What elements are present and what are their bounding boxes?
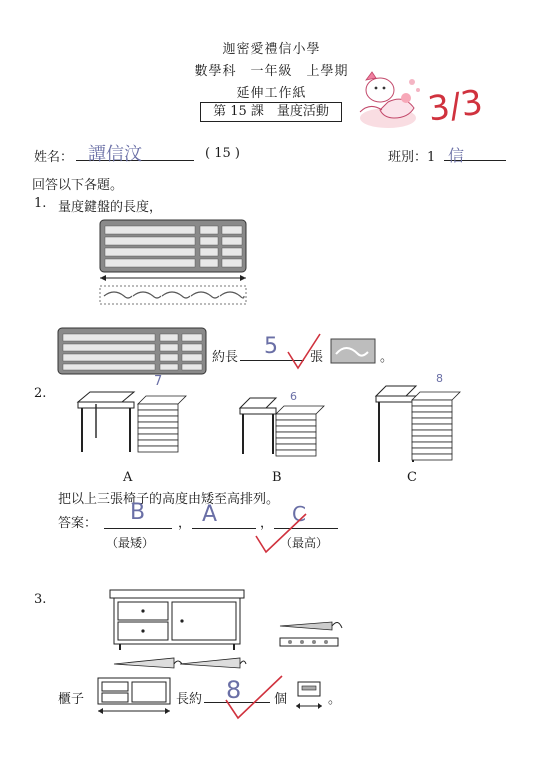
chair-c-figure bbox=[372, 382, 472, 470]
q1-end-mark: 。 bbox=[380, 350, 394, 365]
q3-answer-prefix: 櫃子 bbox=[58, 692, 85, 707]
tile-unit-icon bbox=[330, 338, 376, 364]
student-number: ( 15 ) bbox=[205, 146, 240, 161]
worksheet-type: 延伸工作紙 bbox=[236, 86, 307, 101]
q1-answer-prefix: 約長 bbox=[212, 350, 239, 365]
lowest-label: （最矮） bbox=[106, 536, 155, 550]
q1-answer-value: 5 bbox=[264, 334, 278, 359]
q3-answer-middle: 長約 bbox=[176, 692, 203, 707]
name-label: 姓名： bbox=[34, 150, 74, 165]
q1-prompt: 量度鍵盤的長度， bbox=[58, 200, 163, 215]
subject-line: 數學科 一年級 上學期 bbox=[194, 64, 349, 79]
label-c: C bbox=[407, 470, 417, 485]
q3-end-mark: 。 bbox=[328, 692, 342, 707]
q2-answer-2: A bbox=[202, 502, 218, 527]
stack-count-b: 6 bbox=[290, 390, 297, 403]
class-label: 班別：1 bbox=[388, 150, 436, 165]
stack-count-c: 8 bbox=[436, 372, 443, 385]
keyboard-icon bbox=[56, 326, 208, 378]
q2-comma-1: ， bbox=[178, 516, 192, 531]
cabinet-umbrella-figure bbox=[108, 588, 248, 672]
q2-answer-line-1 bbox=[104, 528, 172, 529]
q3-number: 3. bbox=[34, 592, 47, 607]
keyboard-measure-figure bbox=[96, 218, 251, 312]
q2-answer-line-2 bbox=[192, 528, 256, 529]
chair-b-figure bbox=[236, 392, 336, 470]
umbrella-unit-figure bbox=[276, 610, 346, 650]
q3-answer-suffix: 個 bbox=[274, 692, 288, 707]
q2-comma-2: ， bbox=[260, 516, 274, 531]
q2-prompt: 把以上三張椅子的高度由矮至高排列。 bbox=[58, 492, 280, 507]
q1-number: 1. bbox=[34, 196, 47, 211]
q2-number: 2. bbox=[34, 386, 47, 401]
q3-answer-value: 8 bbox=[226, 676, 242, 704]
q2-answer-1: B bbox=[130, 500, 146, 525]
highest-label: （最高） bbox=[280, 536, 329, 550]
label-b: B bbox=[272, 470, 282, 485]
lesson-title: 第 15 課 量度活動 bbox=[200, 102, 342, 122]
mascot-sticker bbox=[352, 68, 424, 132]
chair-a-figure bbox=[72, 388, 202, 470]
q1-answer-suffix: 張 bbox=[310, 350, 324, 365]
instruction: 回答以下各題。 bbox=[32, 178, 124, 193]
label-a: A bbox=[123, 470, 133, 485]
school-name: 迦密愛禮信小學 bbox=[222, 42, 321, 57]
box-unit-icon bbox=[294, 680, 324, 712]
cabinet-icon bbox=[96, 676, 172, 716]
stack-count-a: 7 bbox=[154, 374, 163, 389]
q2-answer-label: 答案： bbox=[58, 516, 98, 531]
class-value: 信 bbox=[448, 146, 465, 165]
name-value: 譚信汶 bbox=[88, 144, 142, 165]
q2-answer-3: C bbox=[292, 502, 306, 526]
score-mark: 3/3 bbox=[425, 82, 486, 130]
